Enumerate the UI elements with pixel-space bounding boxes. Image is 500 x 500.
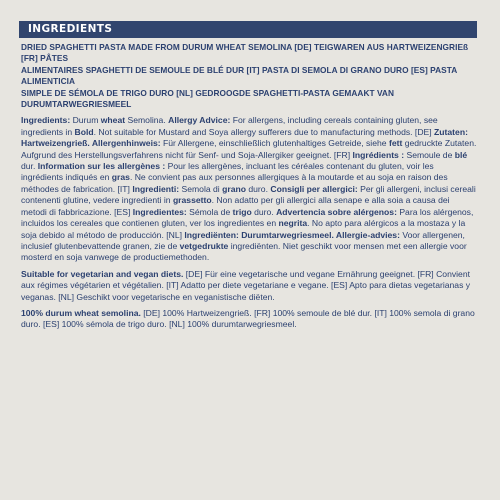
- bold-text-run: Zutaten: Hartweizengrieß. Allergenhinweis:: [21, 126, 468, 149]
- product-names: DRIED SPAGHETTI PASTA MADE FROM DURUM WHEAT SEMOLINA [DE] TEIGWAREN AUS HARTWEIZENGRIEß [FR] PÂTES ALIMENTAIRES SPAGHETTI DE SEMOULE DE BLÉ DUR [IT] PASTA DI SEMOLA DI GRANO DURO [ES] PASTA ALIMENTICIA SIMPLE DE SÉMOLA DE TRIGO DURO [NL] GEDROOGDE SPAGHETTI-PASTA GEMAAKT VAN DURUMTARWEGRIESMEEL: [21, 42, 469, 110]
- text-run: Voor allergenen, inclusief glutenbevattende granen, zie de: [21, 229, 465, 251]
- text-run: Per gli allergeni, inclusi cereali contenenti glutine, vedere ingredienti in: [21, 183, 476, 206]
- text-run: [DE] 100% Hartweizengrieß. [FR] 100% semoule de blé dur. [IT] 100% semola di grano duro. [ES] 100% sémola de trigo duro. [NL] 100% durumtarwegriesmeel.: [21, 307, 475, 330]
- text-run: Semola di: [179, 183, 223, 194]
- bold-text-run: negrita: [278, 218, 308, 229]
- text-run: For allergens, including cereals containing gluten, see ingredients in: [21, 115, 438, 137]
- text-run: Para los alérgenos, incluidos los cereales que contienen gluten, ver los ingredientes en: [21, 206, 474, 229]
- text-run: gedruckte Zutaten. Aufgrund des Herstellungsverfahrens nicht für Senf- und Soja-Allergiker geeignet. [FR]: [21, 138, 477, 160]
- bold-text-run: blé: [454, 149, 468, 160]
- composition-paragraph: [21, 308, 477, 331]
- text-run: Durum: [70, 115, 101, 126]
- bold-text-run: Ingrédients :: [352, 149, 405, 160]
- bold-text-run: Ingrediënten: Durumtarwegriesmeel. Allergie-advies:: [184, 229, 400, 240]
- ingredients-header-title: INGREDIENTS: [28, 23, 113, 35]
- text-run: Semoule de: [404, 149, 455, 160]
- bold-text-run: Suitable for vegetarian and vegan diets.: [21, 268, 184, 279]
- bold-text-run: Ingredienti:: [132, 183, 180, 194]
- ingredients-header-bar: [19, 21, 477, 38]
- text-run: . Not suitable for Mustard and Soya allergy sufferers due to manufacturing methods. [DE]: [93, 126, 435, 137]
- text-run: . No apto para alérgicos a la mostaza y la soja debido al método de producción. [NL]: [21, 218, 466, 240]
- ingredients-paragraph: [21, 115, 477, 263]
- bold-text-run: Allergy Advice:: [168, 115, 231, 126]
- bold-text-run: trigo: [232, 206, 252, 217]
- bold-text-run: gras: [111, 172, 130, 183]
- text-run: ingrediënten. Niet geschikt voor mensen met een allergie voor mosterd en soja vanwege de productiemethoden.: [21, 240, 467, 263]
- bold-text-run: Consigli per allergici:: [270, 183, 358, 194]
- text-run: duro.: [251, 206, 277, 217]
- bold-text-run: grano: [222, 183, 246, 194]
- text-run: . Ne convient pas aux personnes allergiques à la moutarde et au soja en raison des méthodes de fabrication. [IT]: [21, 172, 448, 194]
- bold-text-run: Information sur les allergènes :: [37, 161, 166, 172]
- bold-text-run: grassetto: [172, 195, 212, 206]
- suitability-paragraph: [21, 269, 477, 303]
- text-run: duro.: [245, 183, 271, 194]
- bold-text-run: Ingredientes:: [132, 206, 187, 217]
- bold-text-run: fett: [388, 138, 403, 149]
- text-run: Sémola de: [186, 206, 233, 217]
- text-run: Für Allergene, einschließlich glutenhaltiges Getreide, siehe: [160, 138, 389, 149]
- text-run: Pour les allergènes, incluant les céréales contenant du gluten, voir les ingrédients indiqués en: [21, 161, 434, 183]
- bold-text-run: Bold: [74, 126, 94, 137]
- bold-text-run: Advertencia sobre alérgenos:: [276, 206, 397, 217]
- text-run: [DE] Für eine vegetarische und vegane Ernährung geeignet. [FR] Convient aux régimes végétarien et végétalien. [IT] Adatto per diete vegetariane e vegane. [ES] Apto para dietas vegetarianas y veganas. [NL] Geschikt voor vegetarische en veganistische diëten.: [21, 268, 471, 302]
- bold-text-run: wheat: [100, 115, 126, 126]
- ingredients-content: [21, 42, 477, 336]
- bold-text-run: vetgedrukte: [179, 240, 229, 251]
- bold-text-run: 100% durum wheat semolina.: [21, 307, 141, 318]
- bold-text-run: Ingredients:: [21, 115, 71, 126]
- text-run: Semolina.: [125, 115, 169, 126]
- text-run: . Non adatto per gli allergici alla senape e alla soia a causa dei metodi di fabbricazione. [ES]: [21, 195, 450, 217]
- text-run: dur.: [21, 161, 38, 172]
